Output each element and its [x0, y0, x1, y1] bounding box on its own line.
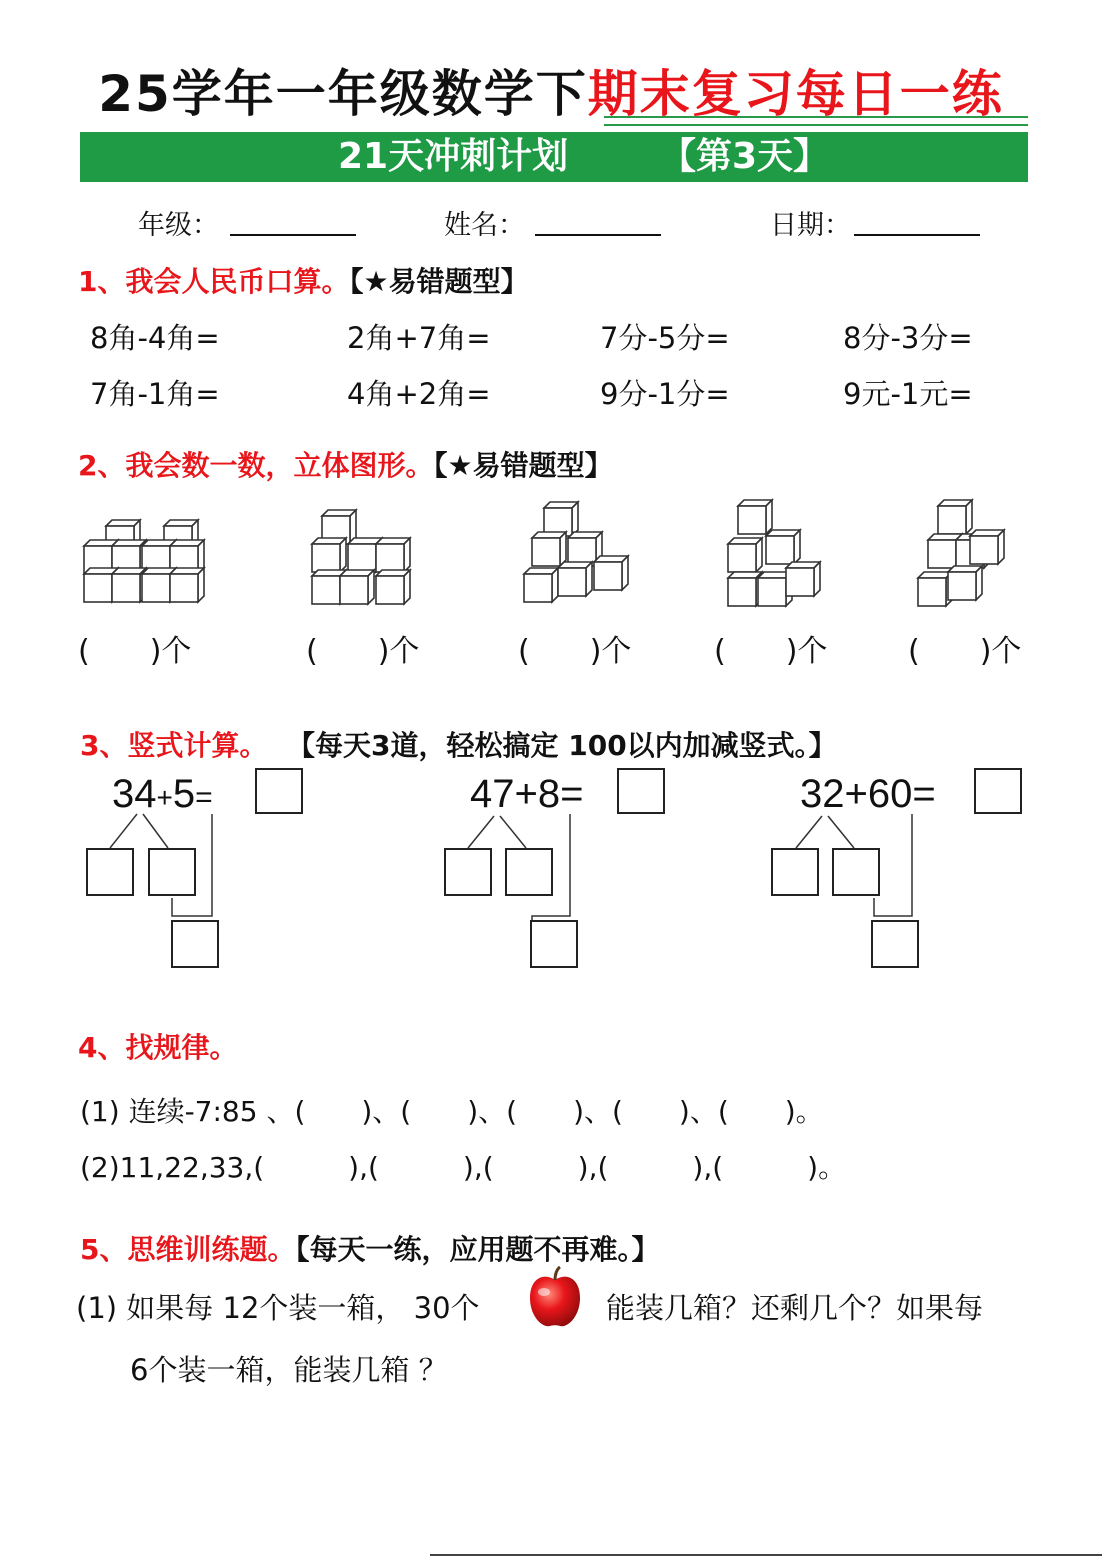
count-answer[interactable]: ( )个 — [518, 634, 632, 669]
vertical-problem-2: 47+8= — [470, 772, 584, 816]
count-answer[interactable]: ( )个 — [908, 634, 1022, 669]
section-3-tag: 【每天3道，轻松搞定 100以内加减竖式。】 — [287, 729, 837, 762]
answer-box[interactable] — [255, 768, 303, 814]
title-highlight: 期末复习每日一练 — [587, 65, 1004, 123]
section-3-title — [80, 724, 837, 764]
split-box[interactable] — [505, 848, 553, 896]
date-label: 日期： — [770, 210, 851, 241]
banner-day: 【第3天】 — [660, 136, 830, 177]
section-1-number: 1、 — [78, 265, 126, 298]
section-1-tag: 【★易错题型】 — [349, 265, 529, 298]
split-box[interactable] — [86, 848, 134, 896]
cube-figure-3 — [524, 502, 628, 602]
section-5-heading: 思维训练题。 — [127, 1233, 296, 1266]
vertical-problem-1: 34+5= — [112, 772, 213, 816]
split-box[interactable] — [444, 848, 492, 896]
section-4-number: 4、 — [78, 1031, 126, 1064]
section-4-heading: 找规律。 — [125, 1031, 238, 1064]
section-5-number: 5、 — [80, 1233, 128, 1266]
word-problem-part-3: 6个装一箱，能装几箱 ？ — [130, 1353, 448, 1387]
banner-plan: 21天冲刺计划 — [338, 136, 569, 177]
grade-label: 年级： — [138, 210, 219, 241]
money-problem: 9分-1分= — [600, 377, 730, 411]
result-box[interactable] — [871, 920, 919, 968]
money-problem: 7角-1角= — [90, 377, 220, 411]
money-problem: 8角-4角= — [90, 321, 220, 355]
section-2-number: 2、 — [78, 449, 126, 482]
cube-figure-5 — [918, 500, 1004, 606]
cube-figures — [0, 490, 1102, 620]
name-field[interactable] — [535, 234, 661, 236]
section-2-title — [78, 444, 613, 484]
section-4-title — [78, 1026, 238, 1066]
money-problem: 2角+7角= — [347, 321, 491, 355]
title-underline — [604, 116, 1028, 126]
grade-field[interactable] — [230, 234, 356, 236]
result-box[interactable] — [530, 920, 578, 968]
cube-figure-1 — [84, 520, 204, 602]
cube-figure-2 — [312, 510, 410, 604]
money-problem: 8分-3分= — [843, 321, 973, 355]
answer-box[interactable] — [974, 768, 1022, 814]
answer-box[interactable] — [617, 768, 665, 814]
section-2-heading: 我会数一数，立体图形。 — [125, 449, 434, 482]
word-problem-part-2: 能装几箱？还剩几个？如果每 — [606, 1291, 984, 1325]
plan-banner — [80, 132, 1028, 182]
money-problem: 4角+2角= — [347, 377, 491, 411]
section-1-heading: 我会人民币口算。 — [125, 265, 350, 298]
count-answer[interactable]: ( )个 — [78, 634, 192, 669]
result-box[interactable] — [171, 920, 219, 968]
count-answer[interactable]: ( )个 — [714, 634, 828, 669]
section-3-number: 3、 — [80, 729, 128, 762]
section-3-heading: 竖式计算。 — [127, 729, 268, 762]
pattern-problem-1: (1) 连续-7:85 、( )、( )、( )、( )、( )。 — [80, 1095, 824, 1128]
cube-figure-4 — [728, 500, 820, 606]
word-problem-part-1: (1) 如果每 12个装一箱， 30个 — [76, 1291, 480, 1325]
money-problem: 7分-5分= — [600, 321, 730, 355]
bottom-divider — [430, 1554, 1102, 1556]
section-1-title — [78, 260, 529, 300]
name-label: 姓名： — [444, 210, 525, 241]
section-5-tag: 【每天一练，应用题不再难。】 — [295, 1233, 660, 1266]
section-5-title — [80, 1228, 660, 1268]
split-box[interactable] — [771, 848, 819, 896]
apple-icon — [526, 1266, 584, 1330]
money-problem: 9元-1元= — [843, 377, 973, 411]
date-field[interactable] — [854, 234, 980, 236]
split-box[interactable] — [148, 848, 196, 896]
vertical-problem-3: 32+60= — [800, 772, 936, 816]
count-answer[interactable]: ( )个 — [306, 634, 420, 669]
split-box[interactable] — [832, 848, 880, 896]
title-main: 25学年一年级数学下 — [98, 65, 588, 123]
section-2-tag: 【★易错题型】 — [433, 449, 613, 482]
pattern-problem-2: (2)11,22,33,( ),( ),( ),( ),( )。 — [80, 1151, 847, 1184]
